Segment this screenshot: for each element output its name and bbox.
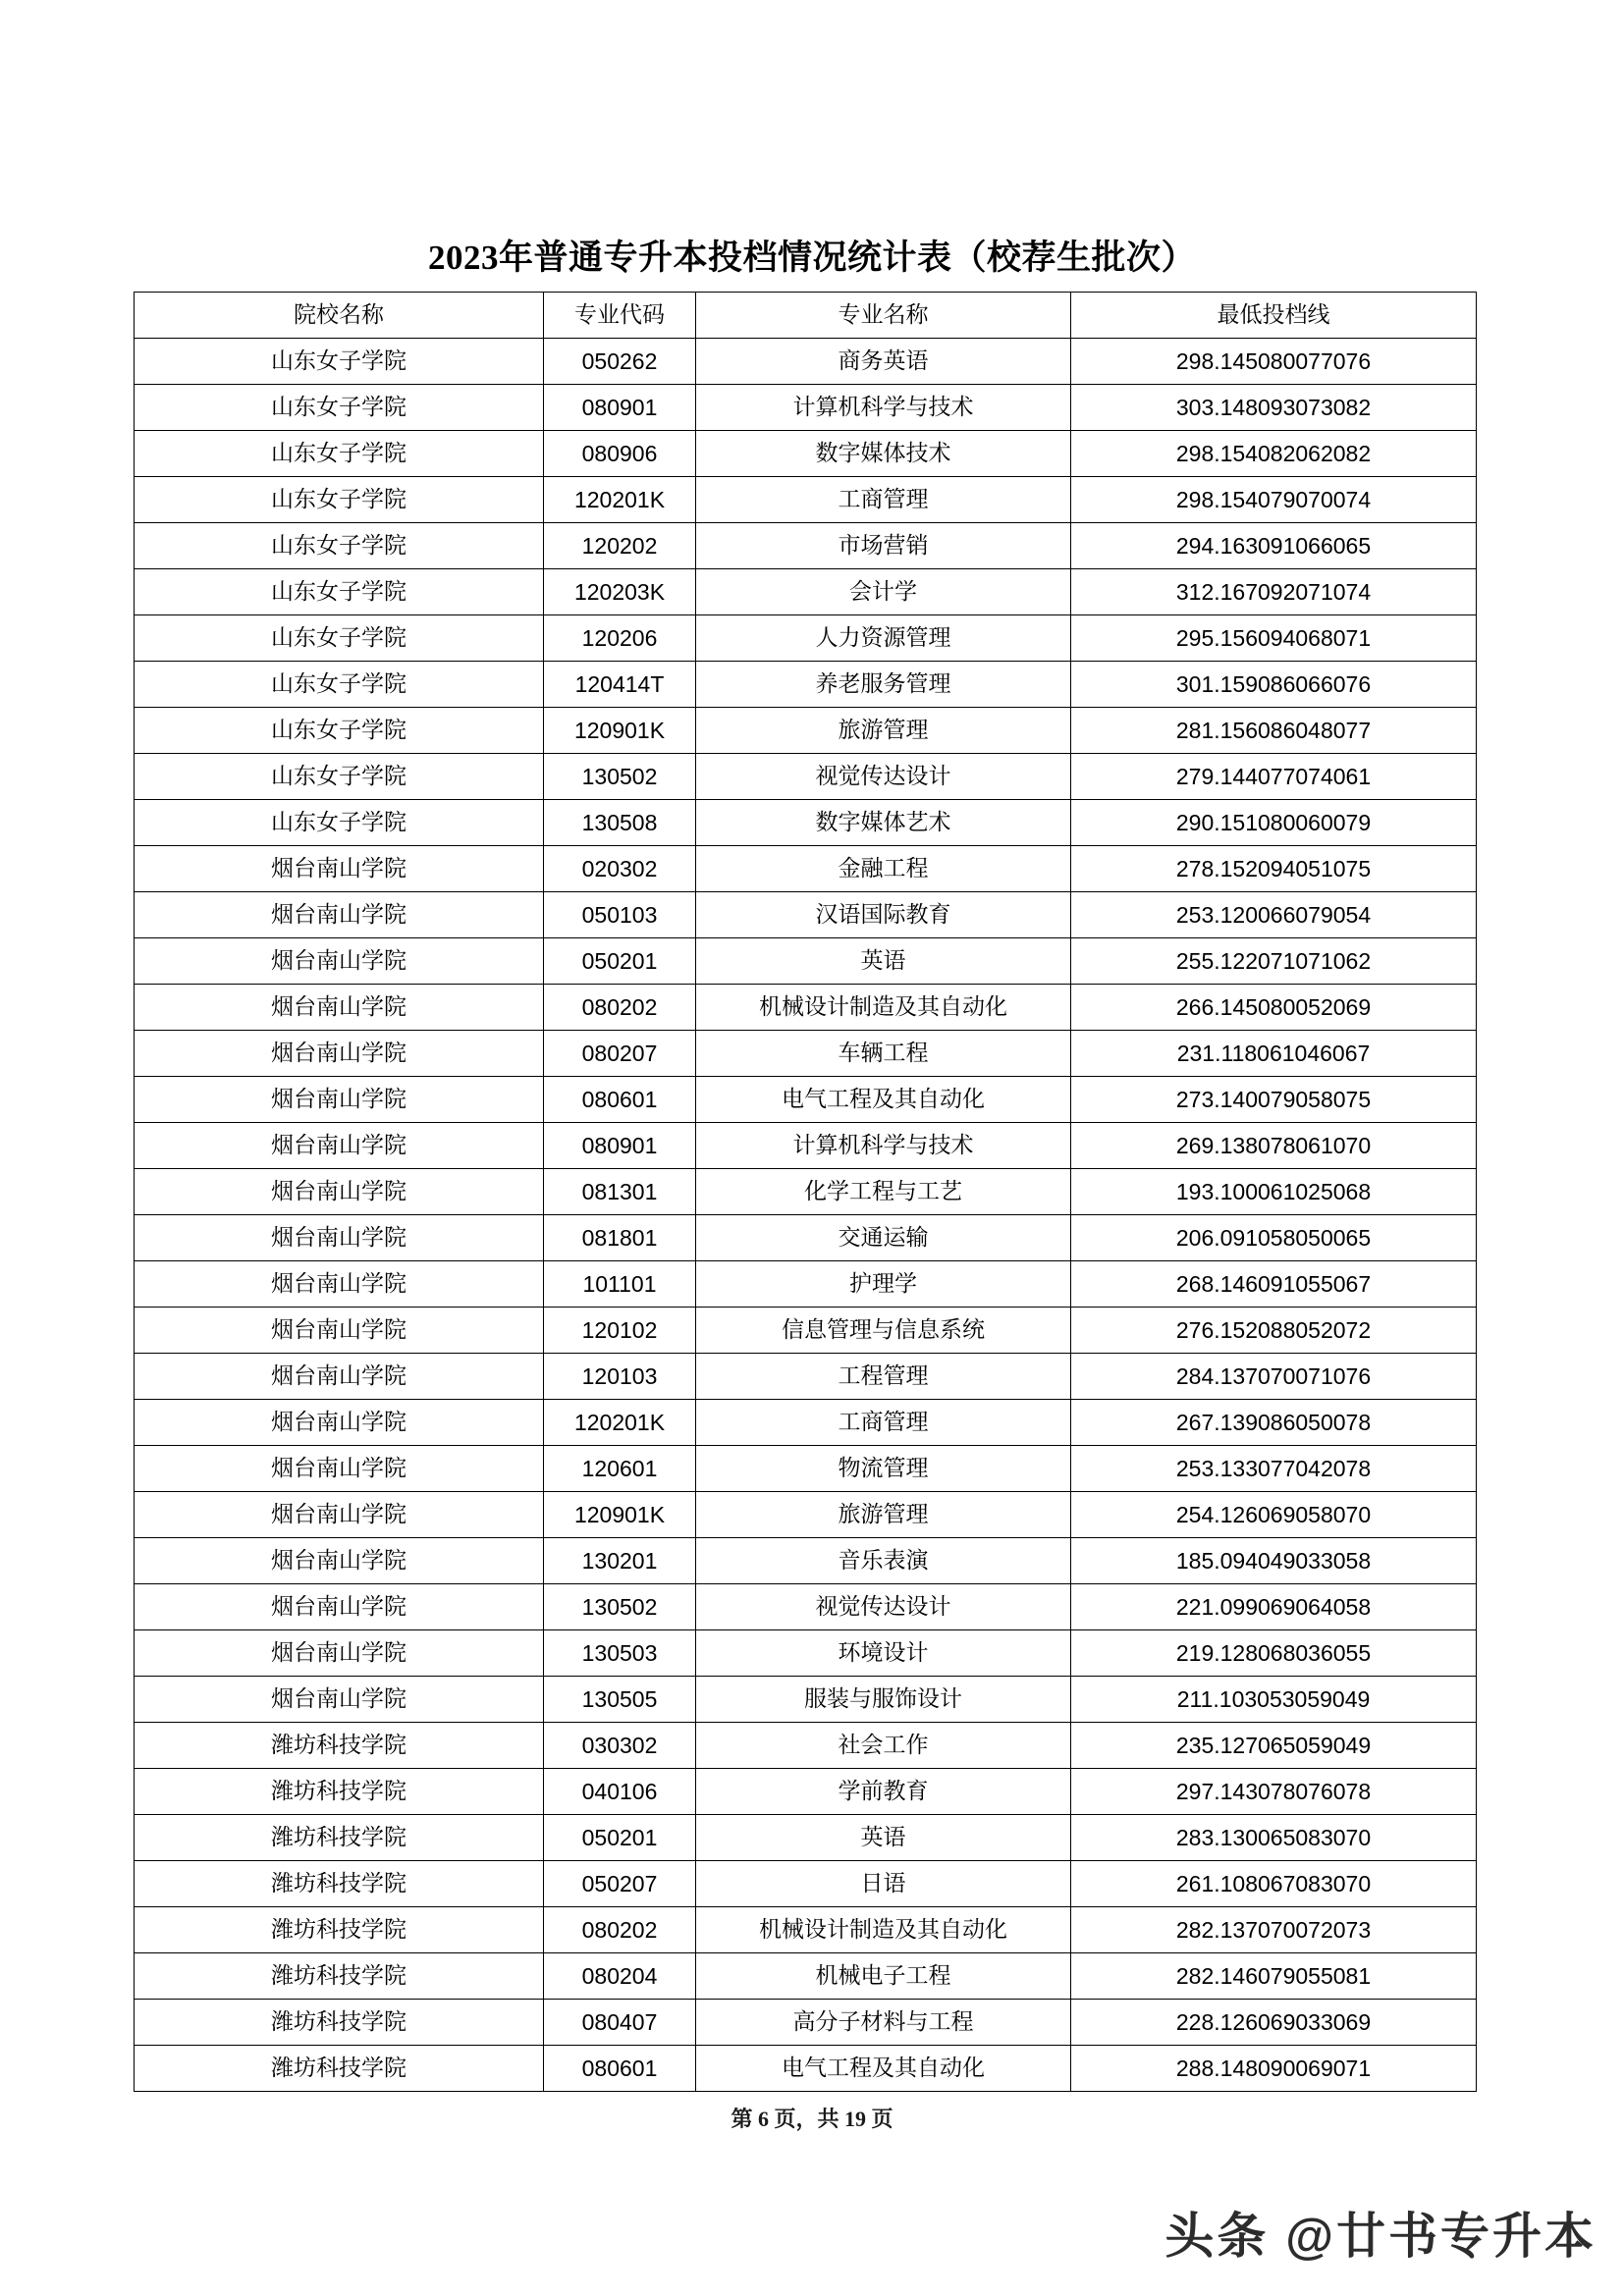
table-row [135,662,1477,708]
table-row [135,800,1477,846]
cell-min-score: 267.139086050078 [1071,1400,1477,1446]
cell-min-score: 185.094049033058 [1071,1538,1477,1584]
cell-school: 山东女子学院 [135,431,544,477]
cell-major-code: 050207 [544,1861,696,1907]
cell-major-code: 120103 [544,1354,696,1400]
cell-major-code: 130508 [544,800,696,846]
cell-major-code: 080202 [544,985,696,1031]
table-row [135,431,1477,477]
cell-major-name: 旅游管理 [696,708,1071,754]
cell-school: 烟台南山学院 [135,1538,544,1584]
cell-min-score: 282.146079055081 [1071,1953,1477,2000]
cell-school: 山东女子学院 [135,339,544,385]
cell-school: 山东女子学院 [135,477,544,523]
cell-min-score: 294.163091066065 [1071,523,1477,569]
cell-major-name: 信息管理与信息系统 [696,1308,1071,1354]
cell-major-code: 120901K [544,708,696,754]
column-header-major-code: 专业代码 [544,293,696,339]
table-row [135,1953,1477,2000]
table-row [135,1169,1477,1215]
cell-school: 山东女子学院 [135,754,544,800]
cell-major-code: 120202 [544,523,696,569]
cell-major-name: 旅游管理 [696,1492,1071,1538]
table-row [135,892,1477,938]
cell-min-score: 303.148093073082 [1071,385,1477,431]
table-row [135,569,1477,615]
cell-major-code: 020302 [544,846,696,892]
cell-major-code: 130502 [544,1584,696,1630]
cell-major-name: 英语 [696,938,1071,985]
cell-major-code: 080901 [544,1123,696,1169]
table-row [135,1261,1477,1308]
cell-min-score: 284.137070071076 [1071,1354,1477,1400]
cell-major-code: 081801 [544,1215,696,1261]
cell-min-score: 281.156086048077 [1071,708,1477,754]
cell-major-name: 计算机科学与技术 [696,1123,1071,1169]
cell-major-name: 视觉传达设计 [696,754,1071,800]
cell-min-score: 278.152094051075 [1071,846,1477,892]
cell-major-code: 120206 [544,615,696,662]
cell-min-score: 221.099069064058 [1071,1584,1477,1630]
cell-major-name: 机械设计制造及其自动化 [696,1907,1071,1953]
cell-major-code: 040106 [544,1769,696,1815]
cell-major-name: 化学工程与工艺 [696,1169,1071,1215]
cell-min-score: 211.103053059049 [1071,1677,1477,1723]
table-row [135,1308,1477,1354]
cell-school: 潍坊科技学院 [135,2000,544,2046]
cell-major-code: 120901K [544,1492,696,1538]
table-row [135,1446,1477,1492]
cell-school: 山东女子学院 [135,615,544,662]
cell-school: 潍坊科技学院 [135,1723,544,1769]
cell-min-score: 298.145080077076 [1071,339,1477,385]
table-row [135,938,1477,985]
table-row [135,1630,1477,1677]
cell-min-score: 290.151080060079 [1071,800,1477,846]
table-row [135,523,1477,569]
cell-school: 烟台南山学院 [135,1354,544,1400]
cell-school: 烟台南山学院 [135,1169,544,1215]
cell-major-name: 护理学 [696,1261,1071,1308]
cell-major-name: 汉语国际教育 [696,892,1071,938]
table-row [135,2000,1477,2046]
cell-school: 烟台南山学院 [135,1446,544,1492]
cell-major-name: 养老服务管理 [696,662,1071,708]
cell-min-score: 219.128068036055 [1071,1630,1477,1677]
cell-school: 潍坊科技学院 [135,1953,544,2000]
cell-major-code: 130503 [544,1630,696,1677]
cell-major-code: 120601 [544,1446,696,1492]
table-row [135,1400,1477,1446]
cell-school: 潍坊科技学院 [135,2046,544,2092]
cell-major-name: 电气工程及其自动化 [696,2046,1071,2092]
cell-school: 烟台南山学院 [135,1630,544,1677]
cell-min-score: 312.167092071074 [1071,569,1477,615]
cell-major-name: 机械电子工程 [696,1953,1071,2000]
cell-min-score: 288.148090069071 [1071,2046,1477,2092]
table-row [135,1861,1477,1907]
cell-school: 烟台南山学院 [135,846,544,892]
cell-major-code: 050201 [544,938,696,985]
cell-major-name: 交通运输 [696,1215,1071,1261]
table-row [135,708,1477,754]
table-row [135,1492,1477,1538]
cell-min-score: 273.140079058075 [1071,1077,1477,1123]
cell-school: 山东女子学院 [135,662,544,708]
table-row [135,385,1477,431]
cell-major-code: 080601 [544,2046,696,2092]
column-header-major-name: 专业名称 [696,293,1071,339]
cell-school: 烟台南山学院 [135,1308,544,1354]
cell-major-code: 130502 [544,754,696,800]
cell-min-score: 266.145080052069 [1071,985,1477,1031]
cell-major-name: 视觉传达设计 [696,1584,1071,1630]
cell-major-name: 数字媒体艺术 [696,800,1071,846]
cell-school: 烟台南山学院 [135,1400,544,1446]
cell-major-name: 数字媒体技术 [696,431,1071,477]
cell-min-score: 283.130065083070 [1071,1815,1477,1861]
cell-major-code: 030302 [544,1723,696,1769]
cell-major-name: 工商管理 [696,1400,1071,1446]
table-header-row [135,293,1477,339]
cell-major-code: 080901 [544,385,696,431]
table-row [135,1584,1477,1630]
table-row [135,1907,1477,1953]
cell-major-name: 商务英语 [696,339,1071,385]
table-row [135,754,1477,800]
table-row [135,1031,1477,1077]
cell-min-score: 254.126069058070 [1071,1492,1477,1538]
cell-min-score: 276.152088052072 [1071,1308,1477,1354]
cell-major-name: 车辆工程 [696,1031,1071,1077]
cell-major-code: 050201 [544,1815,696,1861]
cell-min-score: 253.133077042078 [1071,1446,1477,1492]
cell-major-name: 人力资源管理 [696,615,1071,662]
cell-min-score: 255.122071071062 [1071,938,1477,985]
cell-school: 潍坊科技学院 [135,1907,544,1953]
cell-school: 烟台南山学院 [135,1123,544,1169]
table-row [135,1677,1477,1723]
cell-major-code: 120201K [544,477,696,523]
watermark-label: 头条 @廿书专升本 [1164,2209,1597,2264]
cell-major-name: 市场营销 [696,523,1071,569]
cell-major-code: 120203K [544,569,696,615]
cell-min-score: 295.156094068071 [1071,615,1477,662]
cell-major-name: 计算机科学与技术 [696,385,1071,431]
cell-major-name: 学前教育 [696,1769,1071,1815]
cell-school: 烟台南山学院 [135,985,544,1031]
cell-min-score: 268.146091055067 [1071,1261,1477,1308]
cell-major-code: 081301 [544,1169,696,1215]
column-header-min-score: 最低投档线 [1071,293,1477,339]
cell-school: 烟台南山学院 [135,938,544,985]
cell-min-score: 231.118061046067 [1071,1031,1477,1077]
cell-min-score: 193.100061025068 [1071,1169,1477,1215]
cell-min-score: 261.108067083070 [1071,1861,1477,1907]
cell-school: 潍坊科技学院 [135,1815,544,1861]
cell-min-score: 235.127065059049 [1071,1723,1477,1769]
cell-school: 烟台南山学院 [135,1677,544,1723]
cell-major-name: 社会工作 [696,1723,1071,1769]
table-row [135,1815,1477,1861]
cell-school: 烟台南山学院 [135,1584,544,1630]
cell-major-name: 英语 [696,1815,1071,1861]
cell-school: 山东女子学院 [135,569,544,615]
cell-major-code: 080202 [544,1907,696,1953]
cell-school: 潍坊科技学院 [135,1769,544,1815]
page-number-footer: 第 6 页，共 19 页 [731,2107,893,2131]
table-row [135,1723,1477,1769]
cell-school: 烟台南山学院 [135,1215,544,1261]
cell-major-code: 120201K [544,1400,696,1446]
cell-school: 山东女子学院 [135,523,544,569]
cell-major-name: 工商管理 [696,477,1071,523]
table-row [135,339,1477,385]
cell-major-name: 会计学 [696,569,1071,615]
cell-school: 山东女子学院 [135,708,544,754]
table-body [135,339,1477,2092]
table-row [135,985,1477,1031]
cell-school: 潍坊科技学院 [135,1861,544,1907]
cell-min-score: 206.091058050065 [1071,1215,1477,1261]
cell-major-name: 服装与服饰设计 [696,1677,1071,1723]
cell-school: 山东女子学院 [135,800,544,846]
cell-major-name: 工程管理 [696,1354,1071,1400]
table-row [135,846,1477,892]
table-row [135,615,1477,662]
table-row [135,1215,1477,1261]
column-header-school: 院校名称 [135,293,544,339]
cell-major-name: 电气工程及其自动化 [696,1077,1071,1123]
cell-major-name: 日语 [696,1861,1071,1907]
cell-school: 烟台南山学院 [135,1261,544,1308]
cell-school: 烟台南山学院 [135,1077,544,1123]
cell-major-code: 130201 [544,1538,696,1584]
page-title: 2023年普通专升本投档情况统计表（校荐生批次） [427,239,1196,277]
cell-school: 山东女子学院 [135,385,544,431]
cell-major-name: 机械设计制造及其自动化 [696,985,1071,1031]
cell-major-code: 080207 [544,1031,696,1077]
cell-major-code: 120414T [544,662,696,708]
statistics-table-container [134,292,1476,2092]
cell-min-score: 253.120066079054 [1071,892,1477,938]
cell-major-code: 101101 [544,1261,696,1308]
cell-min-score: 279.144077074061 [1071,754,1477,800]
cell-school: 烟台南山学院 [135,1492,544,1538]
cell-min-score: 282.137070072073 [1071,1907,1477,1953]
table-row [135,1354,1477,1400]
cell-major-code: 080407 [544,2000,696,2046]
cell-min-score: 269.138078061070 [1071,1123,1477,1169]
cell-school: 烟台南山学院 [135,1031,544,1077]
table-row [135,1538,1477,1584]
cell-school: 烟台南山学院 [135,892,544,938]
cell-major-code: 050103 [544,892,696,938]
table-row [135,2046,1477,2092]
cell-major-name: 物流管理 [696,1446,1071,1492]
cell-major-code: 080601 [544,1077,696,1123]
cell-major-code: 130505 [544,1677,696,1723]
cell-min-score: 297.143078076078 [1071,1769,1477,1815]
cell-min-score: 301.159086066076 [1071,662,1477,708]
cell-major-name: 音乐表演 [696,1538,1071,1584]
admission-statistics-table [134,292,1477,2092]
cell-major-code: 080906 [544,431,696,477]
table-row [135,477,1477,523]
table-row [135,1123,1477,1169]
cell-major-name: 环境设计 [696,1630,1071,1677]
cell-min-score: 298.154079070074 [1071,477,1477,523]
cell-major-name: 高分子材料与工程 [696,2000,1071,2046]
cell-min-score: 298.154082062082 [1071,431,1477,477]
cell-min-score: 228.126069033069 [1071,2000,1477,2046]
cell-major-code: 120102 [544,1308,696,1354]
cell-major-code: 080204 [544,1953,696,2000]
table-row [135,1077,1477,1123]
cell-major-name: 金融工程 [696,846,1071,892]
table-header [135,293,1477,339]
cell-major-code: 050262 [544,339,696,385]
table-row [135,1769,1477,1815]
